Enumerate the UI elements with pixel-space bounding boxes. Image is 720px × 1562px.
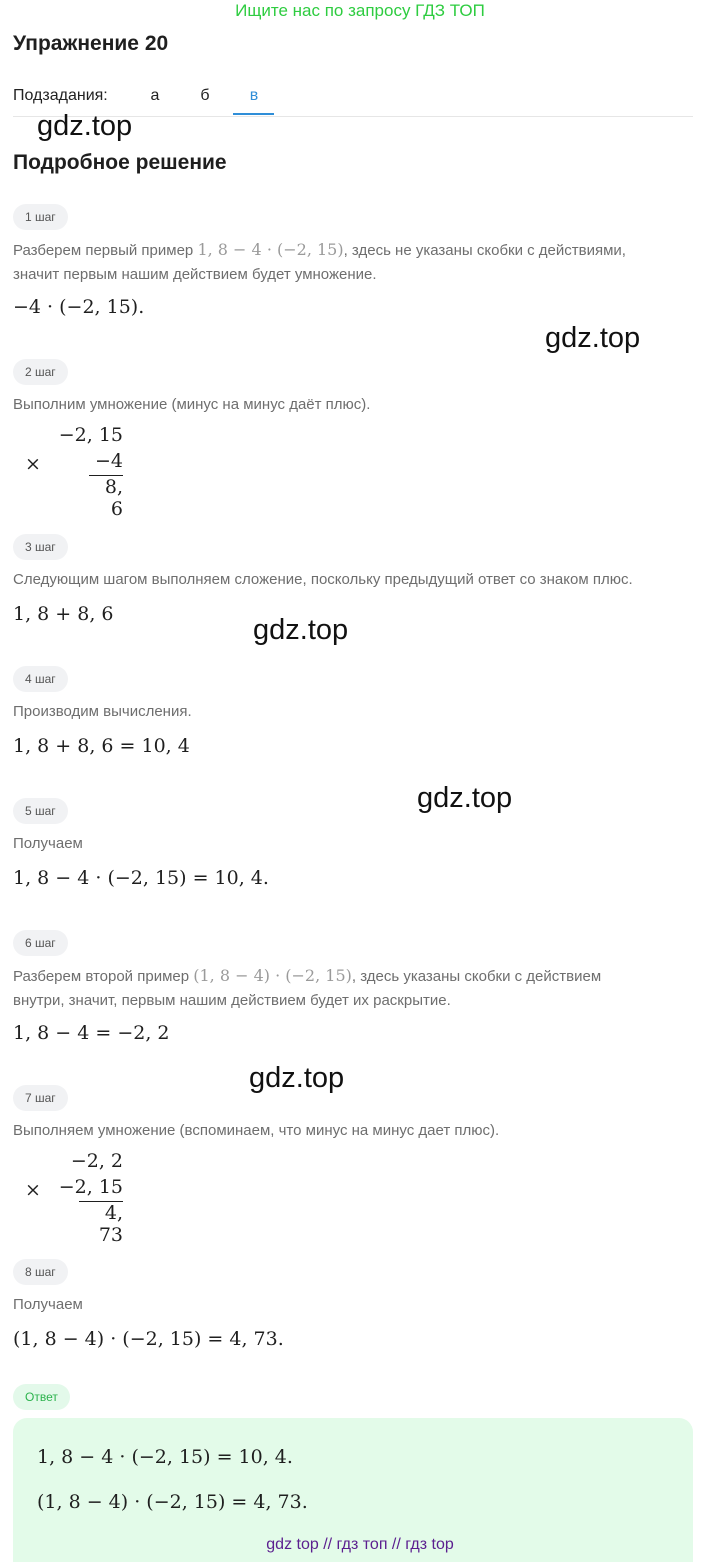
step-badge: 2 шаг bbox=[13, 359, 68, 385]
step-text bbox=[13, 964, 703, 1013]
column-top: −2, 2 bbox=[70, 1150, 123, 1172]
tab-v[interactable]: в bbox=[249, 87, 259, 104]
answer-badge: Ответ bbox=[13, 1384, 70, 1410]
step-text: Выполним умножение (минус на минус даёт плюс). bbox=[13, 396, 371, 413]
answer-line: 1, 8 − 4 · (−2, 15) = 10, 4. bbox=[37, 1446, 293, 1468]
step-text: Следующим шагом выполняем сложение, поскольку предыдущий ответ со знаком плюс. bbox=[13, 571, 633, 588]
watermark: gdz.top bbox=[545, 322, 641, 354]
step-text: Выполняем умножение (вспоминаем, что минус на минус дает плюс). bbox=[13, 1122, 500, 1139]
step-badge: 8 шаг bbox=[13, 1259, 68, 1285]
step-text-part: , здесь указаны скобки с действием bbox=[351, 968, 602, 985]
column-result: 8, 6 bbox=[89, 475, 123, 520]
watermark: gdz.top bbox=[417, 782, 513, 814]
inline-math: (1, 8 − 4) · (−2, 15) bbox=[193, 966, 352, 985]
step-badge: 7 шаг bbox=[13, 1085, 68, 1111]
step-badge: 4 шаг bbox=[13, 666, 68, 692]
column-multiplication bbox=[13, 1150, 133, 1246]
step-badge: 5 шаг bbox=[13, 798, 68, 824]
math-expression: 1, 8 + 8, 6 bbox=[13, 603, 114, 625]
math-expression: 1, 8 − 4 = −2, 2 bbox=[13, 1022, 170, 1044]
exercise-title: Упражнение 20 bbox=[13, 32, 169, 55]
step-text-part: , здесь не указаны скобки с действиями, bbox=[343, 242, 626, 259]
column-bottom: −2, 15 bbox=[58, 1176, 123, 1198]
step-text: Производим вычисления. bbox=[13, 703, 192, 720]
step-badge: 6 шаг bbox=[13, 930, 68, 956]
step-text: Получаем bbox=[13, 1296, 83, 1313]
answer-line: (1, 8 − 4) · (−2, 15) = 4, 73. bbox=[37, 1491, 308, 1513]
step-text-part: значит первым нашим действием будет умножение. bbox=[13, 266, 377, 283]
step-text-part: Разберем первый пример bbox=[13, 242, 198, 259]
step-badge: 1 шаг bbox=[13, 204, 68, 230]
watermark: gdz.top bbox=[249, 1062, 345, 1094]
math-expression: −4 · (−2, 15). bbox=[13, 296, 145, 318]
math-expression: 1, 8 + 8, 6 = 10, 4 bbox=[13, 735, 190, 757]
watermark: gdz.top bbox=[253, 614, 349, 646]
section-title: Подробное решение bbox=[13, 151, 227, 174]
inline-math: 1, 8 − 4 · (−2, 15) bbox=[197, 240, 344, 259]
step-text bbox=[13, 238, 703, 287]
times-sign: × bbox=[25, 453, 41, 475]
step-text-part: Разберем второй пример bbox=[13, 968, 194, 985]
tab-a[interactable]: а bbox=[150, 87, 160, 104]
column-top: −2, 15 bbox=[58, 424, 123, 446]
column-multiplication bbox=[13, 424, 133, 520]
math-expression: 1, 8 − 4 · (−2, 15) = 10, 4. bbox=[13, 867, 269, 889]
times-sign: × bbox=[25, 1179, 41, 1201]
active-tab-indicator bbox=[233, 113, 274, 115]
step-text: Получаем bbox=[13, 835, 83, 852]
step-text-part: внутри, значит, первым нашим действием будет их раскрытие. bbox=[13, 992, 451, 1009]
search-banner: Ищите нас по запросу ГДЗ ТОП bbox=[235, 1, 485, 20]
subtasks-label: Подзадания: bbox=[13, 87, 108, 104]
tab-b[interactable]: б bbox=[200, 87, 210, 104]
step-badge: 3 шаг bbox=[13, 534, 68, 560]
watermark: gdz.top bbox=[37, 110, 133, 142]
math-expression: (1, 8 − 4) · (−2, 15) = 4, 73. bbox=[13, 1328, 284, 1350]
column-result: 4, 73 bbox=[79, 1201, 123, 1246]
column-bottom: −4 bbox=[94, 450, 123, 472]
footer-links[interactable]: gdz top // гдз топ // гдз top bbox=[266, 1536, 454, 1553]
